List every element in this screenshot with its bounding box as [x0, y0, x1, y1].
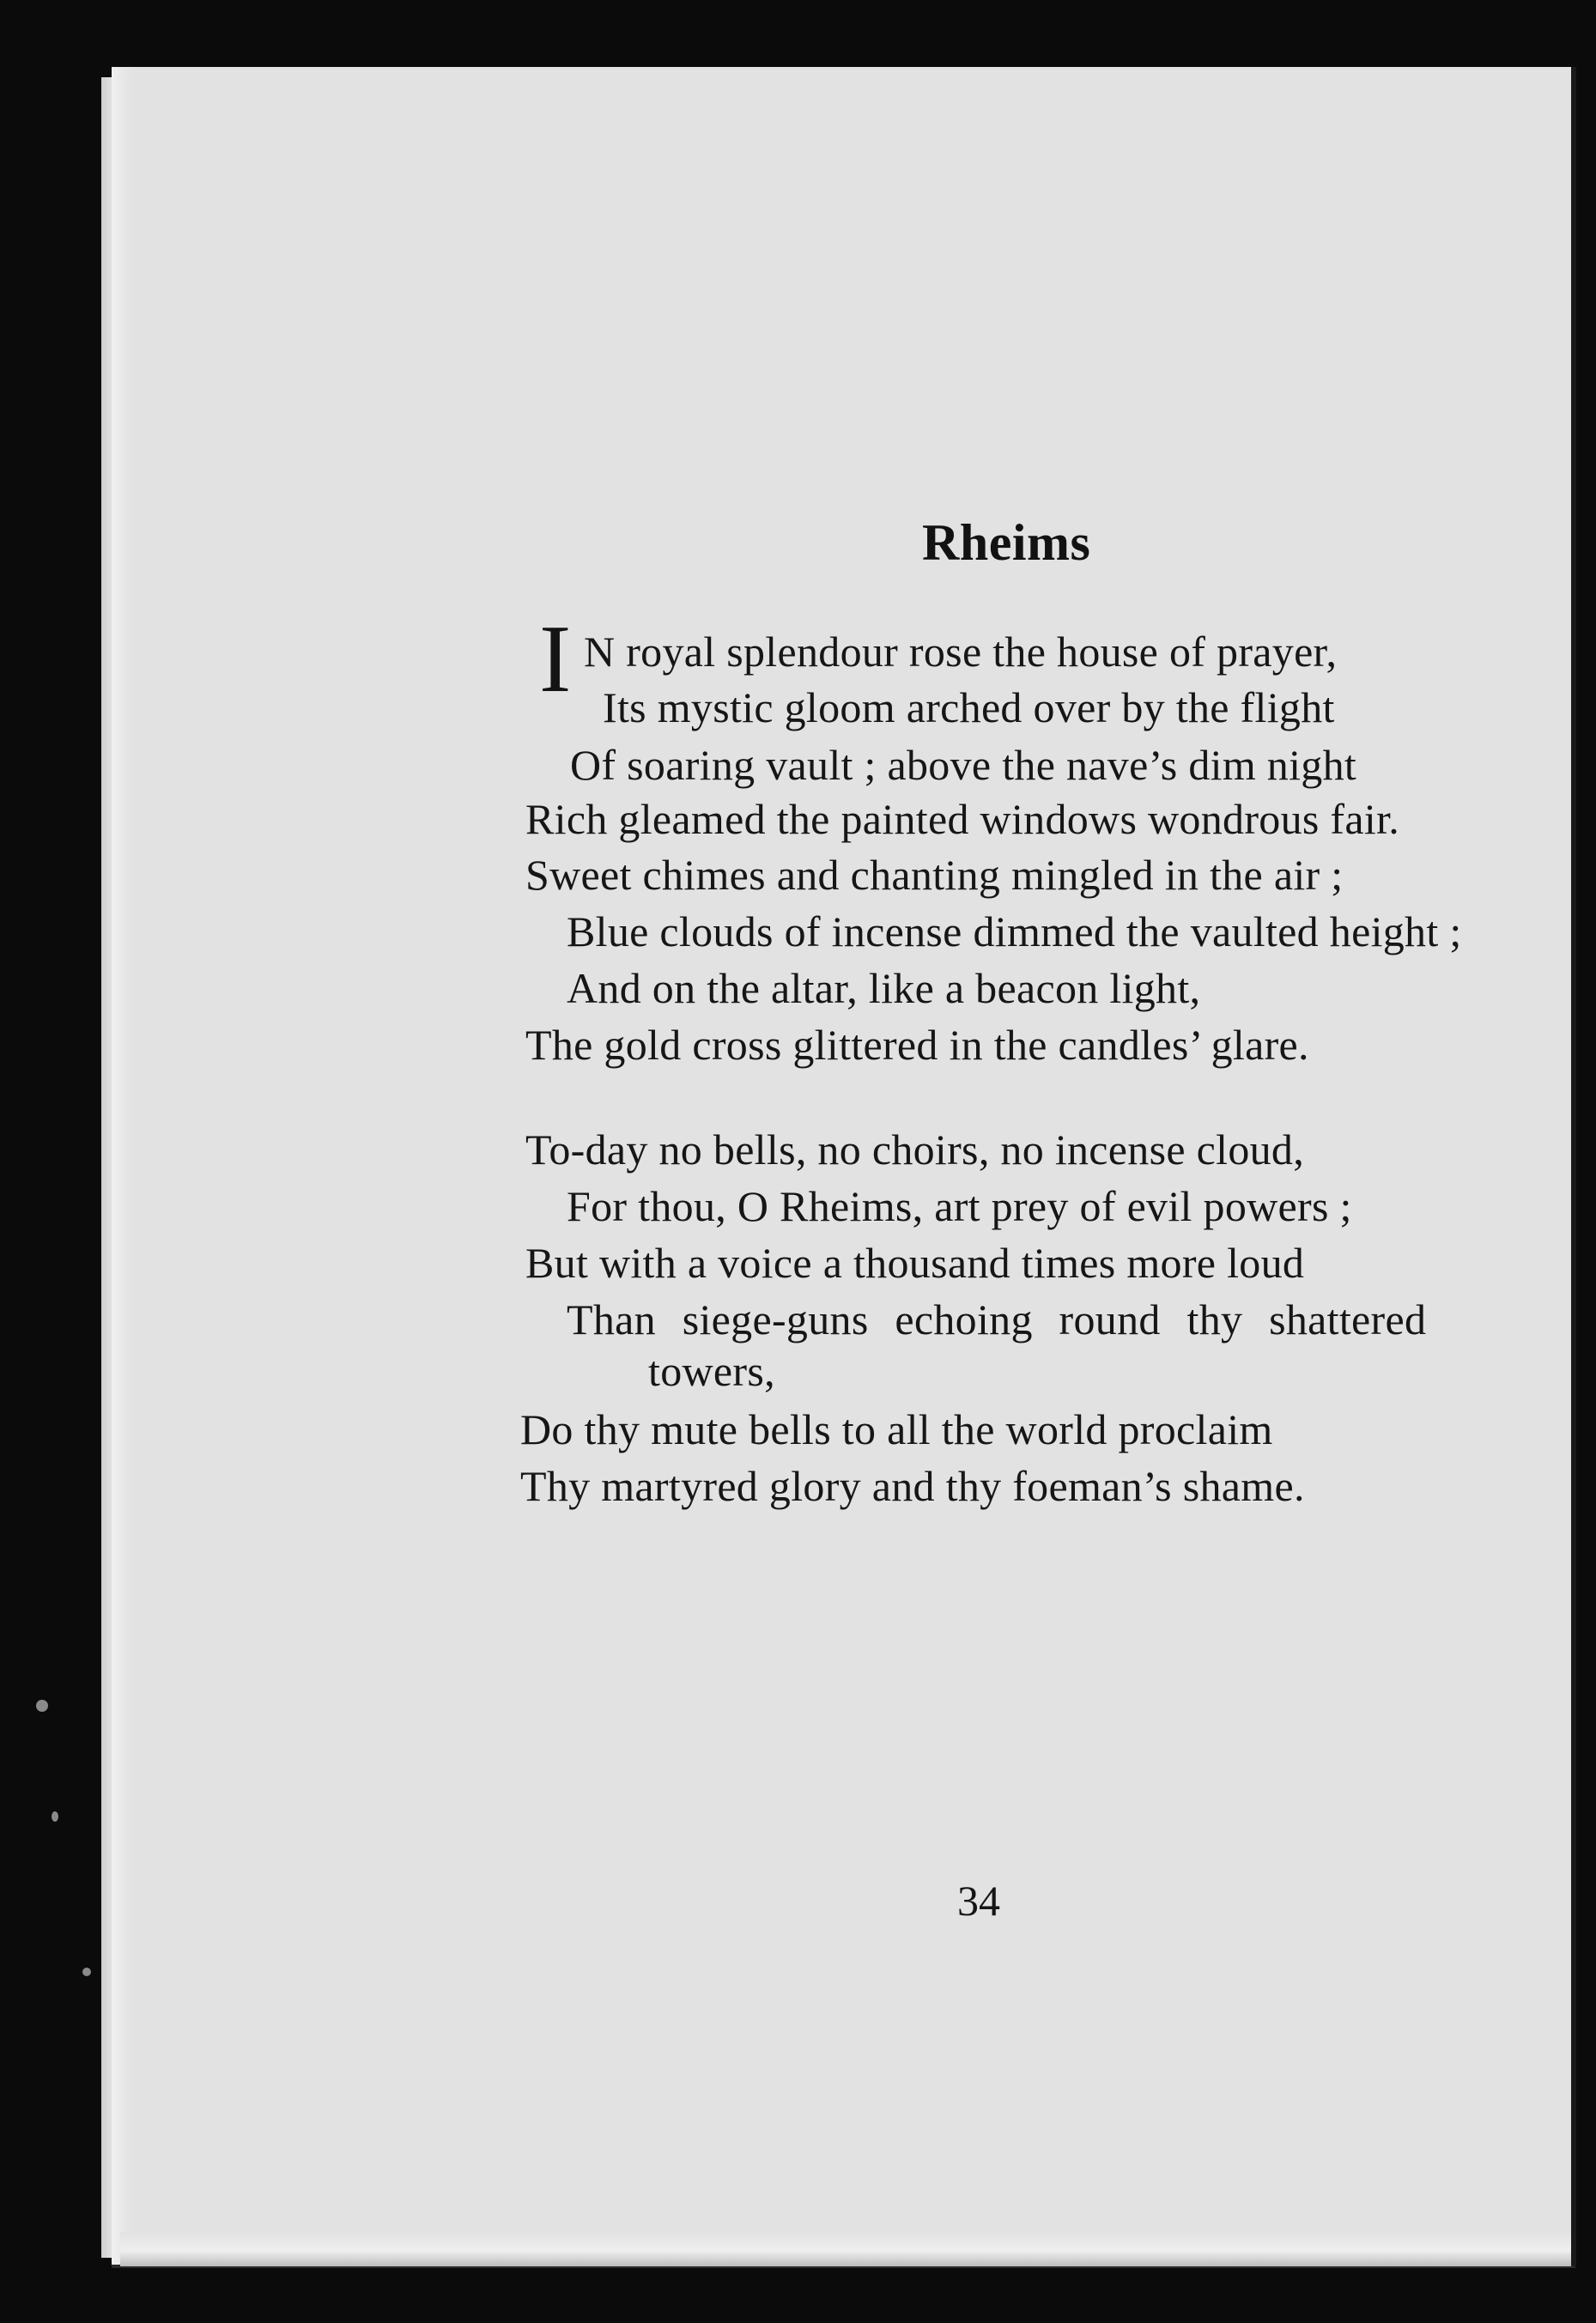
stanza1-line3: Of soaring vault ; above the nave’s dim night: [570, 741, 1357, 789]
stanza2-line4: Than siege-guns echoing round thy shattered: [567, 1295, 1427, 1343]
poem-title: Rheims: [922, 514, 1091, 571]
scan-speck: [36, 1700, 48, 1712]
stanza2-line1: To-day no bells, no choirs, no incense cloud,: [525, 1125, 1305, 1174]
page-number: 34: [957, 1877, 1000, 1925]
stanza1-line7: And on the altar, like a beacon light,: [567, 964, 1201, 1012]
stanza1-line6: Blue clouds of incense dimmed the vaulted height ;: [567, 907, 1462, 955]
stanza2-line4-continuation: towers,: [648, 1347, 775, 1395]
stanza1-line2: Its mystic gloom arched over by the flight: [603, 683, 1335, 731]
stanza1-line1: N royal splendour rose the house of prayer,: [584, 628, 1338, 676]
scan-speck: [52, 1811, 58, 1822]
page-bottom-edge: [120, 2232, 1571, 2266]
scan-speck: [82, 1968, 91, 1976]
stanza2-line2: For thou, O Rheims, art prey of evil powers ;: [567, 1182, 1352, 1230]
drop-cap: I: [539, 606, 572, 713]
stanza2-line3: But with a voice a thousand times more loud: [525, 1239, 1305, 1287]
stanza1-line5: Sweet chimes and chanting mingled in the air ;: [525, 851, 1344, 899]
stanza2-line5: Do thy mute bells to all the world proclaim: [520, 1405, 1273, 1453]
stanza1-line8: The gold cross glittered in the candles’ glare.: [525, 1021, 1309, 1069]
stanza2-line6: Thy martyred glory and thy foeman’s shame.: [520, 1462, 1305, 1510]
stanza1-line4: Rich gleamed the painted windows wondrous fair.: [525, 795, 1400, 843]
